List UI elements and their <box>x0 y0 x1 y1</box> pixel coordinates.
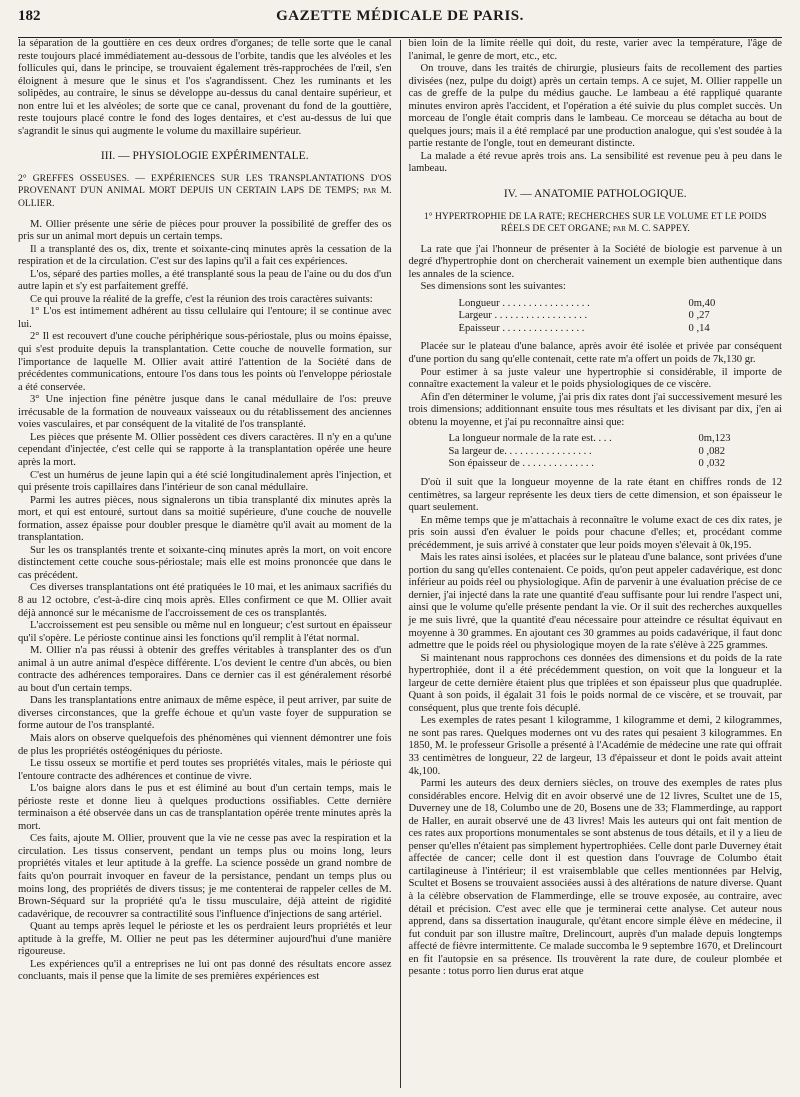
paragraph: M. Ollier n'a pas réussi à obtenir des greffes véritables à transplanter des os d'un animal à un autre animal d'espèce différente. L'os devient le centre d'un abcès, ou bien contracte des adhérences temporaires. Dans ce dernier cas il est généralement résorbé au bout d'un certain temps. <box>18 645 392 694</box>
paragraph: Placée sur le plateau d'une balance, après avoir été isolée et privée par conséquent d'une portion du sang qu'elle contenait, cette rate m'a offert un poids de 7k,130 gr. <box>408 341 782 366</box>
dimension-row <box>459 298 783 311</box>
paragraph: Dans les transplantations entre animaux de même espèce, il peut arriver, par suite de diverses circonstances, que la greffe échoue et qu'un vaste foyer de suppuration se forme autour de l'os transplanté. <box>18 695 392 732</box>
dimension-value: 0 ,032 <box>698 458 725 470</box>
article-heading: 2° GREFFES OSSEUSES. — EXPÉRIENCES SUR LES TRANSPLANTATIONS D'OS PROVENANT D'UN ANIMAL MORT DEPUIS UN CERTAIN LAPS DE TEMPS; par M. OLLIER. <box>18 172 392 210</box>
dimension-label: Longueur . . . . . . . . . . . . . . . . . <box>458 297 590 309</box>
paragraph: La rate que j'ai l'honneur de présenter à la Société de biologie est parvenue à un degré d'hypertrophie dont on chercherait vainement un exemple bien authentique dans les annales de la science. <box>408 243 782 280</box>
columns <box>18 38 782 1088</box>
paragraph: Ces diverses transplantations ont été pratiquées le 10 mai, et les animaux sacrifiés du 8 au 12 octobre, c'est-à-dire cinq mois après. Elles confirment ce que M. Ollier avait déjà annoncé sur le mécanisme de l'accroissement de ces os transplantés. <box>18 582 392 619</box>
paragraph: La malade a été revue après trois ans. La sensibilité est revenue peu à peu dans le lambeau. <box>408 150 782 175</box>
paragraph: Le tissu osseux se mortifie et perd toutes ses propriétés vitales, mais le périoste qui l'entoure contracte des adhérences et continue de vivre. <box>18 758 392 782</box>
paragraph: En même temps que je m'attachais à reconnaître le volume exact de ces dix rates, je pris soin aussi d'en évaluer le poids pour chacune d'elles; et, procédant comme précédemment, je suis arrivé à constater que leur poids moyen s'élevait à 0k,195. <box>408 514 782 551</box>
dimension-value: 0m,123 <box>698 433 731 445</box>
journal-title: GAZETTE MÉDICALE DE PARIS. <box>276 8 524 24</box>
section-heading: III. — PHYSIOLOGIE EXPÉRIMENTALE. <box>100 150 309 163</box>
paragraph: L'accroissement est peu sensible ou même nul en longueur; c'est surtout en épaisseur qu'il s'opère. Le périoste continue ainsi les fonctions qu'il remplit à l'état normal. <box>18 620 392 644</box>
paragraph: Mais les rates ainsi isolées, et placées sur le plateau d'une balance, sont privées d'une portion du sang qu'elles contenaient. Ce poids, qu'on peut appeler cadavérique, est donc inférieur au poids réel ou physiologique. Afin de parvenir à une évaluation précise de ce dernier, j'ai injecté dans la rate une quantité d'eau suffisante pour lui rendre l'aspect uni, ainsi que le volume qu'elle présente pendant la vie. Or il suit des recherches auxquelles je me suis livré, que la quantité d'eau nécessaire pour atteindre ce résultat équivaut en moyenne à 30 grammes. En ajoutant ces 30 grammes au poids cadavérique, il faut donc admettre que le poids réel ou physiologique moyen de la rate s'élève à 225 grammes. <box>408 552 782 652</box>
dimension-row <box>449 458 783 471</box>
paragraph: Pour estimer à sa juste valeur une hypertrophie si considérable, il importe de connaître exactement la valeur et le poids physiologiques de ce viscère. <box>408 366 782 391</box>
dimensions-table <box>459 298 783 336</box>
paragraph: D'où il suit que la longueur moyenne de la rate étant en chiffres ronds de 12 centimètres, sa largeur représente les deux tiers de cette dimension, et son épaisseur le quart seulement. <box>408 476 782 514</box>
paragraph: Sur les os transplantés trente et soixante-cinq minutes après la mort, on voit encore distinctement cette couche sous-périostale; mais elle est moins prononcée que dans le cas précédent. <box>18 544 392 581</box>
dimension-row <box>459 310 783 323</box>
paragraph: Mais alors on observe quelquefois des phénomènes qui viennent démontrer une fois de plus les propriétés ostéogéniques du périoste. <box>18 732 392 757</box>
paragraph: Si maintenant nous rapprochons ces données des dimensions et du poids de la rate hypertrophiée, dont il a été précédemment question, on voit que la longueur et la largeur de cette dernière étaient plus que triplées et son épaisseur plus que quadruplée. Quant à son poids, il égalait 31 fois le poids normal de ce viscère, et se trouvait, par conséquent, plus que trente fois décuplé. <box>408 652 782 714</box>
dimension-value: 0 ,082 <box>698 445 725 457</box>
paragraph: Les exemples de rates pesant 1 kilogramme, 1 kilogramme et demi, 2 kilogrammes, ne sont pas rares. Quelques modernes ont vu des rates qui pesaient 3 kilogrammes. En 1850, M. le professeur Grisolle a présenté à l'Académie de médecine une rate qui offrait 33 centimètres de longueur, 22 de largeur, 13 d'épaisseur et dont le poids avait atteint 4k,100. <box>408 715 782 777</box>
dimension-label: Son épaisseur de . . . . . . . . . . . . . . <box>448 458 594 470</box>
paragraph: 2° Il est recouvert d'une couche périphérique sous-périostale, plus ou moins épaisse, qui s'est produite depuis la transplantation. Cette couche de nouvelle formation, sur l'importance de laquelle M. Ollier avait attiré l'attention de la Société dans de précédentes communications, entoure l'os dans tous les points où l'enveloppe périostale a été conservée. <box>18 331 392 393</box>
dimension-label: Épaisseur . . . . . . . . . . . . . . . . <box>458 322 585 334</box>
section-heading: IV. — ANATOMIE PATHOLOGIQUE. <box>503 188 687 201</box>
page-number: 182 <box>18 8 41 24</box>
paragraph: Afin d'en déterminer le volume, j'ai pris dix rates dont j'ai successivement mesuré les trois dimensions; additionnant ensuite tous mes résultats et les divisant par dix, j'en ai obtenu la moyenne, et j'ai pu reconnaître ainsi que: <box>408 391 782 428</box>
paragraph: Il a transplanté des os, dix, trente et soixante-cinq minutes après la cessation de la respiration et de la circulation. C'est sur des lapins qu'il a fait ces expériences. <box>18 243 392 268</box>
paragraph: Parmi les auteurs des deux derniers siècles, on trouve des exemples de rates plus considérables encore. Helvig dit en avoir observé une de 12 livres, Scultet une de 15, Duverney une de 18, Columbo une de 20, Bosens une de 33; Flammerdinge, au rapport de Haller, en aurait observé une de 43 livres! Mais les auteurs qui ont fait mention de ces rates aux proportions monumentales se sont abstenus de tous détails, et il y a lieu de penser qu'elles n'étaient pas simplement hypertrophiées. Celle dont parle Duverney était affectée de cancer; celle dont il est question dans l'ouvrage de Columbo était cartilagineuse à l'intérieur; il est vraisemblable que celles mentionnées par Helvig, Scultet et Bosens se trouvaient associées aussi à des altérations de nature diverse. Quant à la célèbre observation de Flammerdinge, elle se trouve exposée, au contraire, avec détail et précision. C'est avec elle que je terminerai cette analyse. Cet auteur nous apprend, dans sa dissertation inaugurale, qu'étant encore simple élève en médecine, il fut conduit par son illustre maître, Drelincourt, auprès d'un malade depuis longtemps affecté de fièvre intermittente. Ce malade succomba le 9 septembre 1670, et Drelincourt en fit l'autopsie en sa présence. Ils trouvèrent la rate dure, de couleur plombée et pesante : totus porro lien durus erat atque <box>408 778 782 978</box>
left-column <box>18 38 400 1088</box>
paragraph: 1° L'os est intimement adhérent au tissu cellulaire qui l'entoure; il se continue avec lui. <box>18 306 392 330</box>
dimension-value: 0 ,14 <box>688 322 710 334</box>
paragraph: Ses dimensions sont les suivantes: <box>420 281 566 293</box>
paragraph: M. Ollier présente une série de pièces pour prouver la possibilité de greffer des os pris sur un animal mort depuis un certain temps. <box>18 218 392 243</box>
dimension-label: Largeur . . . . . . . . . . . . . . . . . . <box>458 310 588 322</box>
dimension-value: 0m,40 <box>688 297 716 309</box>
paragraph: Parmi les autres pièces, nous signalerons un tibia transplanté dix minutes après la mort, et qui est entouré, surtout dans sa moitié supérieure, d'une couche de nouvelle formation, assez épaisse pour doubler presque le diamètre qu'il avait au moment de la transplantation. <box>18 494 392 544</box>
dimension-label: Sa largeur de. . . . . . . . . . . . . . . . . <box>448 445 592 457</box>
dimension-row <box>449 446 783 459</box>
article-heading: 1° HYPERTROPHIE DE LA RATE; RECHERCHES SUR LE VOLUME ET LE POIDS RÉELS DE CET ORGANE; par M. C. SAPPEY. <box>423 210 767 235</box>
dimension-value: 0 ,27 <box>688 310 710 322</box>
paragraph: Ces faits, ajoute M. Ollier, prouvent que la vie ne cesse pas avec la respiration et la circulation. Les tissus conservent, pendant un temps plus ou moins long, leurs propriétés vitales et leur aptitude à la greffe. La science possède un grand nombre de faits qu'on pourrait invoquer en faveur de la persistance, pendant un temps plus ou moins long, des propriétés de divers tissus; je me contenterai de rappeler celles de M. Brown-Séquard sur la propriété qu'a le tissu musculaire, déjà atteint de rigidité cadavérique, de recouvrer sa contractilité sous l'influence d'injections de sang artériel. <box>18 833 392 920</box>
paragraph: 3° Une injection fine pénètre jusque dans le canal médullaire de l'os: preuve irrécusable de la formation de nouveaux vaisseaux ou du rétablissement des anciennes voies vasculaires, et par conséquent de la vitalité de l'os transplanté. <box>18 394 392 431</box>
paragraph: Les pièces que présente M. Ollier possèdent ces divers caractères. Il n'y en a qu'une cependant d'injectée, c'est celle qui se rapporte à la transplantation opérée une heure après la mort. <box>18 431 392 468</box>
paragraph: Quant au temps après lequel le périoste et les os perdraient leurs propriétés et leur aptitude à la greffe, M. Ollier ne peut pas les déterminer aujourd'hui d'une manière rigoureuse. <box>18 921 392 958</box>
paragraph: Ce qui prouve la réalité de la greffe, c'est la réunion des trois caractères suivants: <box>30 293 373 305</box>
paragraph: On trouve, dans les traités de chirurgie, plusieurs faits de recollement des parties divisées (nez, pulpe du doigt) après un certain temps. A ce sujet, M. Ollier rappelle un cas de greffe de la pulpe du médius gauche. Le lambeau a été rappliqué quarante minutes environ après l'accident, et l'opération a été suivie du plus complet succès. Un morceau de l'ongle était compris dans le lambeau. Ce morceau se détacha au bout de quelques jours; mais il a été remplacé par une production analogue, qui s'est soudée à la partie restante de l'ongle, tout en demeurant distincte. <box>408 63 782 150</box>
dimension-row <box>459 323 783 336</box>
dimension-row <box>449 433 783 446</box>
paragraph: la séparation de la gouttière en ces deux ordres d'organes; de telle sorte que le canal reste toujours placé immédiatement au-dessous de l'orbite, tandis que les alvéoles et les follicules qui, dans le principe, se trouvaient également très-rapprochées de l'œil, s'en éloignent à mesure que le sinus et l'os s'agrandissent. Chez les ruminants et les solipèdes, au contraire, le sinus se développe au-dessus du canal dentaire supérieur, et non entre lui et les alvéoles; de sorte que ce canal, provenant du fond de la gouttière, reste toujours placé contre le fond des loges dentaires, et c'est au-dessus de lui que s'agrandit le sinus qui augmente le volume du maxillaire supérieur. <box>18 38 392 137</box>
page-header <box>18 0 782 38</box>
right-column <box>401 38 783 1088</box>
dimension-label: La longueur normale de la rate est. . . . <box>448 433 612 445</box>
paragraph: L'os baigne alors dans le pus et est éliminé au bout d'un certain temps, mais le périoste reste et donne lieu à quelques productions ossifiables. Cette dernière terminaison a été observée dans un cas de transplantation opérée trente minutes après la mort. <box>18 783 392 832</box>
mean-dimensions-table <box>449 433 783 471</box>
paragraph: C'est un humérus de jeune lapin qui a été scié longitudinalement après l'injection, et qui présente trois capillaires dans l'intérieur de son canal médullaire. <box>18 469 392 494</box>
paragraph: bien loin de la limite réelle qui doit, du reste, varier avec la température, l'âge de l'animal, le genre de mort, etc., etc. <box>408 38 782 62</box>
paragraph: Les expériences qu'il a entreprises ne lui ont pas donné des résultats encore assez concluants, mais il pense que la limite de ses premières expériences est <box>18 958 392 983</box>
paragraph: L'os, séparé des parties molles, a été transplanté sous la peau de l'aine ou du dos d'un autre lapin et s'y est parfaitement greffé. <box>18 268 392 293</box>
